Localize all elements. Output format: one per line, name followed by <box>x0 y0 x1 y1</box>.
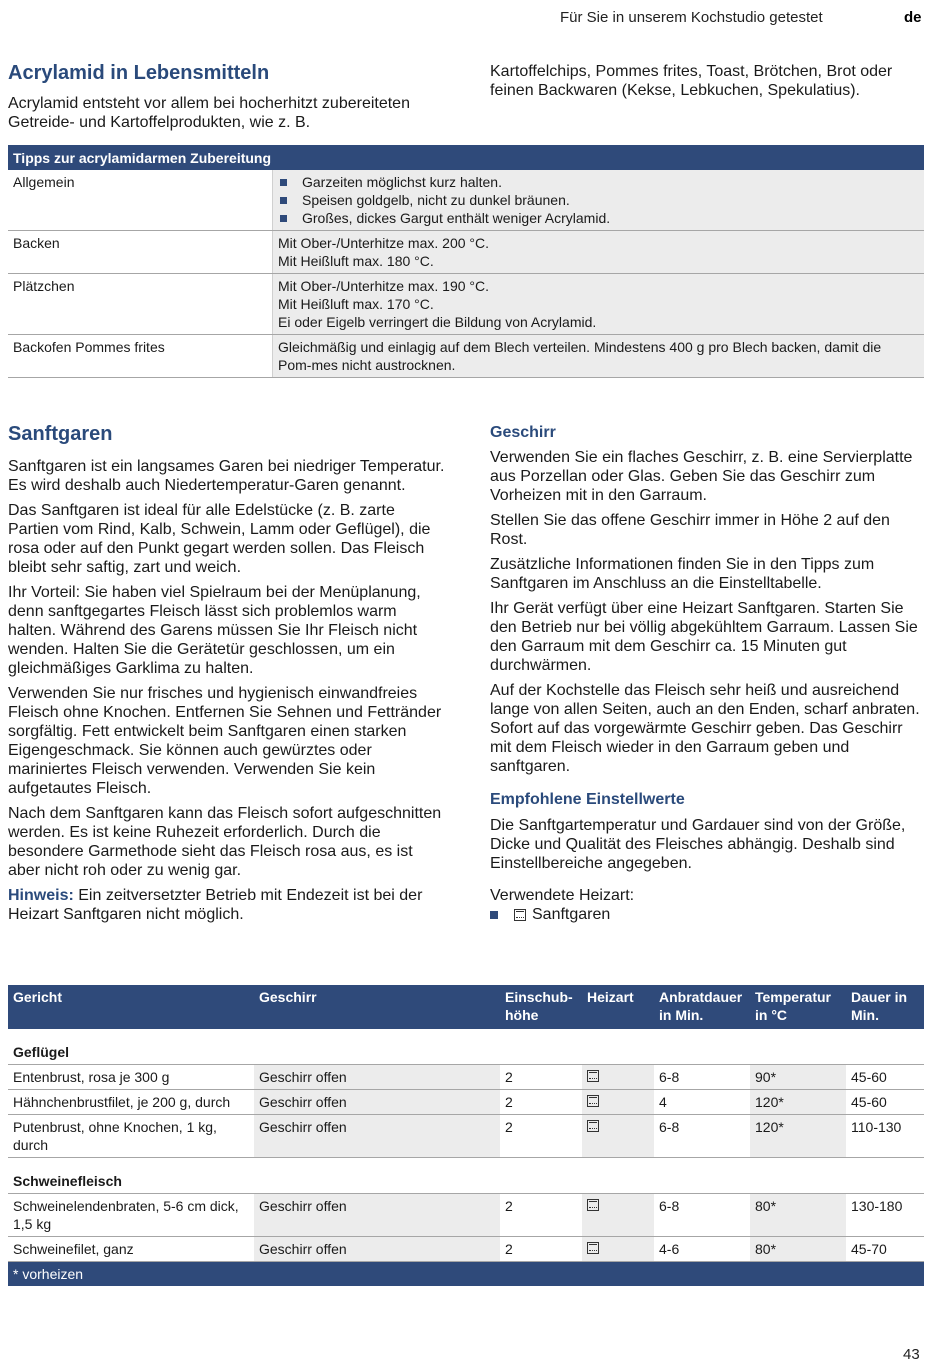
cell-duration: 130-180 <box>846 1194 924 1237</box>
table-row <box>8 1194 924 1237</box>
table-row <box>8 1237 924 1262</box>
table-row <box>8 1115 924 1158</box>
cell-temp: 120* <box>750 1115 846 1158</box>
cell-sear: 4-6 <box>654 1237 750 1262</box>
geschirr-paragraph: Zusätzliche Informationen finden Sie in den Tipps zum Sanftgaren im Anschluss an die Einstelltabelle. <box>490 556 875 592</box>
tip-line: Mit Heißluft max. 170 °C. <box>278 296 434 312</box>
sanftgaren-paragraph: Verwenden Sie nur frisches und hygienisch einwandfreies Fleisch ohne Knochen. Entfernen Sie Sehnen und Fettränder sorgfältig. Fett entwickelt beim Sanftgaren einen starken Eigengeschmack. Sie können auch gewürztes oder mariniertes Fleisch verwenden. Verwenden Sie kein aufgetautes Fleisch. <box>8 685 442 797</box>
hint-label: Hinweis: <box>8 887 74 904</box>
cell-duration: 45-70 <box>846 1237 924 1262</box>
empfohlen-heading: Empfohlene Einstellwerte <box>490 791 685 808</box>
bullet-square-icon <box>490 911 498 919</box>
cell-level: 2 <box>500 1237 582 1262</box>
cell-temp: 80* <box>750 1194 846 1237</box>
col-header-anbratdauer: Anbratdauer in Min. <box>654 985 750 1029</box>
col-header-temperatur: Temperatur in °C <box>750 985 846 1029</box>
table-row <box>8 335 924 378</box>
geschirr-paragraph: Ihr Gerät verfügt über eine Heizart Sanftgaren. Starten Sie den Betrieb nur bei völlig abgekühltem Garraum. Lassen Sie den Garraum mit dem Geschirr ca. 15 Minuten gut durchwärmen. <box>490 600 918 674</box>
cell-temp: 80* <box>750 1237 846 1262</box>
cell-sear: 6-8 <box>654 1065 750 1090</box>
cell-level: 2 <box>500 1115 582 1158</box>
sanftgaren-heading: Sanftgaren <box>8 423 113 445</box>
cell-duration: 45-60 <box>846 1065 924 1090</box>
cell-dishware: Geschirr offen <box>254 1090 500 1115</box>
cell-dish: Putenbrust, ohne Knochen, 1 kg, durch <box>8 1115 254 1158</box>
cell-dishware: Geschirr offen <box>254 1237 500 1262</box>
geschirr-heading: Geschirr <box>490 424 556 441</box>
tips-row-label: Plätzchen <box>8 274 273 335</box>
cell-duration: 45-60 <box>846 1090 924 1115</box>
table-row <box>8 170 924 231</box>
table-footnote-row <box>8 1262 924 1287</box>
acrylamid-section-left <box>8 62 448 132</box>
sanftgaren-oven-icon <box>514 909 526 921</box>
cell-sear: 6-8 <box>654 1194 750 1237</box>
sanftgaren-section <box>8 423 446 924</box>
sanftgaren-paragraph: Nach dem Sanftgaren kann das Fleisch sofort aufgeschnitten werden. Es ist keine Ruhezeit erforderlich. Durch die besondere Garmethode sieht das Fleisch rosa aus, es ist aber nicht roh oder zu wenig gar. <box>8 805 442 879</box>
language-code: de <box>904 9 922 26</box>
cell-dishware: Geschirr offen <box>254 1065 500 1090</box>
heizart-label: Verwendete Heizart: <box>490 887 635 904</box>
table-row <box>8 231 924 274</box>
tips-row-label: Backofen Pommes frites <box>8 335 273 378</box>
tip-line: Mit Ober-/Unterhitze max. 190 °C. <box>278 278 489 294</box>
geschirr-section <box>490 424 922 924</box>
acrylamid-text-right: Kartoffelchips, Pommes frites, Toast, Brötchen, Brot oder feinen Backwaren (Kekse, Lebkuchen, Spekulatius). <box>490 63 893 99</box>
cell-dishware: Geschirr offen <box>254 1115 500 1158</box>
tip-line: Gleichmäßig und einlagig auf dem Blech verteilen. Mindestens 400 g pro Blech backen, damit die Pom-mes nicht austrocknen. <box>278 339 882 373</box>
tip-line: Ei oder Eigelb verringert die Bildung von Acrylamid. <box>278 314 597 330</box>
sanftgaren-paragraph: Sanftgaren ist ein langsames Garen bei niedriger Temperatur. Es wird deshalb auch Niedertemperatur-Garen genannt. <box>8 458 445 494</box>
cell-dishware: Geschirr offen <box>254 1194 500 1237</box>
cell-dish: Entenbrust, rosa je 300 g <box>8 1065 254 1090</box>
col-header-gericht: Gericht <box>8 985 254 1029</box>
cell-duration: 110-130 <box>846 1115 924 1158</box>
col-header-geschirr: Geschirr <box>254 985 500 1029</box>
empfohlen-paragraph: Die Sanftgartemperatur und Gardauer sind von der Größe, Dicke und Qualität des Fleisches abhängig. Deshalb sind Einstellbereiche angegeben. <box>490 817 906 872</box>
table-row <box>8 1090 924 1115</box>
geschirr-paragraph: Stellen Sie das offene Geschirr immer in Höhe 2 auf den Rost. <box>490 512 890 548</box>
page-number: 43 <box>903 1346 920 1363</box>
heizart-item <box>490 905 922 924</box>
heizart-value: Sanftgaren <box>532 906 611 923</box>
col-header-heizart: Heizart <box>582 985 654 1029</box>
hint-note <box>8 886 446 924</box>
cell-sear: 6-8 <box>654 1115 750 1158</box>
sanftgaren-paragraph: Das Sanftgaren ist ideal für alle Edelstücke (z. B. zarte Partien vom Rind, Kalb, Schwein, Lamm oder Geflügel), die rosa oder auf den Punkt gegart werden sollen. Das Fleisch bleibt sehr saftig, zart und weich. <box>8 502 431 576</box>
col-header-dauer: Dauer in Min. <box>846 985 924 1029</box>
acrylamid-heading: Acrylamid in Lebensmitteln <box>8 62 270 84</box>
footnote: * vorheizen <box>8 1262 924 1287</box>
sanftgaren-oven-icon <box>587 1070 599 1082</box>
sanftgaren-oven-icon <box>587 1120 599 1132</box>
cell-level: 2 <box>500 1090 582 1115</box>
cell-temp: 120* <box>750 1090 846 1115</box>
cell-dish: Schweinefilet, ganz <box>8 1237 254 1262</box>
cell-temp: 90* <box>750 1065 846 1090</box>
settings-table <box>8 985 924 1286</box>
sanftgaren-oven-icon <box>587 1199 599 1211</box>
acrylamid-tips-table <box>8 145 924 378</box>
group-label: Schweinefleisch <box>8 1158 924 1194</box>
table-row <box>8 1065 924 1090</box>
cell-level: 2 <box>500 1065 582 1090</box>
table-group-row <box>8 1029 924 1065</box>
sanftgaren-oven-icon <box>587 1242 599 1254</box>
cell-sear: 4 <box>654 1090 750 1115</box>
group-label: Geflügel <box>8 1029 924 1065</box>
cell-dish: Hähnchenbrustfilet, je 200 g, durch <box>8 1090 254 1115</box>
sanftgaren-oven-icon <box>587 1095 599 1107</box>
table-row <box>8 274 924 335</box>
acrylamid-text-left: Acrylamid entsteht vor allem bei hocherhitzt zubereiteten Getreide- und Kartoffelprodukten, wie z. B. <box>8 95 410 131</box>
hint-text: Ein zeitversetzter Betrieb mit Endezeit ist bei der Heizart Sanftgaren nicht möglich. <box>8 887 423 923</box>
tips-row-label: Allgemein <box>8 170 273 231</box>
tips-table-header: Tipps zur acrylamidarmen Zubereitung <box>8 145 924 170</box>
table-group-row <box>8 1158 924 1194</box>
geschirr-paragraph: Auf der Kochstelle das Fleisch sehr heiß und ausreichend lange von allen Seiten, auch an den Enden, scharf anbraten. Sofort auf das vorgewärmte Geschirr geben. Das Geschirr mit dem Fleisch wieder in den Garraum geben und sanftgaren. <box>490 682 920 775</box>
running-header-title: Für Sie in unserem Kochstudio getestet <box>560 9 823 26</box>
tip-line: Mit Heißluft max. 180 °C. <box>278 253 434 269</box>
acrylamid-section-right <box>490 62 910 100</box>
col-header-einschubhoehe: Einschub-höhe <box>500 985 582 1029</box>
cell-dish: Schweinelendenbraten, 5-6 cm dick, 1,5 kg <box>8 1194 254 1237</box>
cell-level: 2 <box>500 1194 582 1237</box>
tip-line: Mit Ober-/Unterhitze max. 200 °C. <box>278 235 489 251</box>
geschirr-paragraph: Verwenden Sie ein flaches Geschirr, z. B. eine Servierplatte aus Porzellan oder Glas. Geben Sie das Geschirr zum Vorheizen mit in den Garraum. <box>490 449 913 504</box>
list-item: Garzeiten möglichst kurz halten. <box>278 173 919 191</box>
sanftgaren-paragraph: Ihr Vorteil: Sie haben viel Spielraum bei der Menüplanung, denn sanftgegartes Fleisch lässt sich problemlos warm halten. Während des Garens müssen Sie Ihr Fleisch nicht wenden. Halten Sie die Gerätetür geschlossen, um ein gleichmäßiges Garklima zu halten. <box>8 584 421 677</box>
list-item: Großes, dickes Gargut enthält weniger Acrylamid. <box>278 209 919 227</box>
list-item: Speisen goldgelb, nicht zu dunkel bräunen. <box>278 191 919 209</box>
tips-row-label: Backen <box>8 231 273 274</box>
